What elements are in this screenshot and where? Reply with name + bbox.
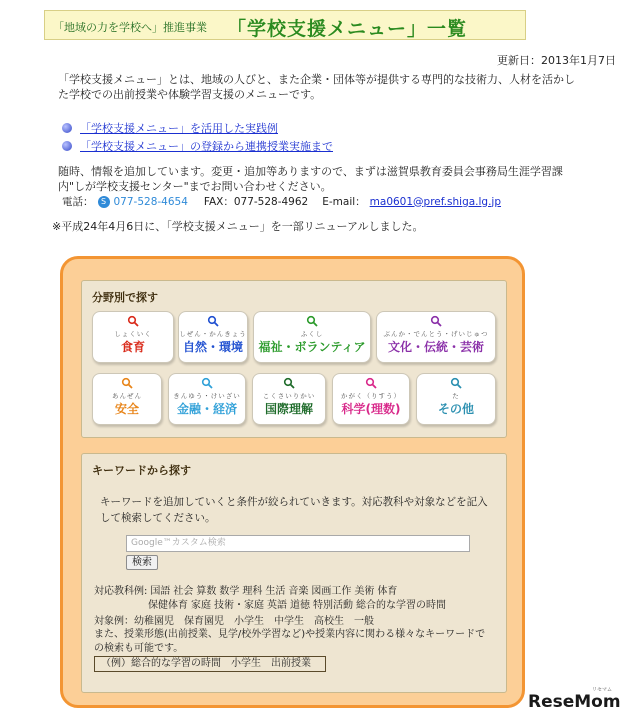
magnifier-icon [201, 377, 213, 389]
category-label: 金融・経済 [176, 402, 237, 416]
category-tile-culture[interactable] [376, 311, 496, 363]
keyword-section [81, 453, 507, 693]
renewal-note: ※平成24年4月6日に、「学校支援メニュー」を一部リニューアルしました。 [52, 220, 424, 233]
category-label: 科学(理数) [341, 402, 401, 416]
category-ruby: しぜん・かんきょう [179, 330, 247, 338]
search-input[interactable]: Google™カスタム検索 [126, 535, 470, 552]
subject-item: 国語 [150, 586, 171, 597]
updated-date: 更新日：2013年1月7日 [497, 54, 616, 67]
category-tile-science[interactable] [332, 373, 410, 425]
category-label: 自然・環境 [182, 340, 243, 354]
magnifier-icon [450, 377, 462, 389]
subject-item: 保健体育 [148, 600, 188, 611]
subjects-row-1 [94, 582, 400, 597]
category-label: 安全 [114, 402, 139, 416]
subjects-row-2 [148, 596, 449, 611]
magnifier-icon [306, 315, 318, 327]
category-label: 国際理解 [264, 402, 313, 416]
category-tile-finance[interactable] [168, 373, 246, 425]
subject-item: 技術・家庭 [214, 600, 264, 611]
subject-item: 特別活動 [313, 600, 353, 611]
category-label: 文化・伝統・芸術 [387, 340, 484, 354]
category-tile-safety[interactable] [92, 373, 162, 425]
subject-item: 英語 [267, 600, 287, 611]
link-registration[interactable]: 「学校支援メニュー」の登録から連携授業実施まで [80, 140, 333, 153]
intro-text: 「学校支援メニュー」とは、地域の人びと、また企業・団体等が提供する専門的な技術力、人材を活かした学校での出前授業や体験学習支援のメニューです。 [58, 73, 575, 101]
category-ruby: かがく（りすう） [341, 392, 401, 400]
mail-label: E-mail： [322, 196, 366, 208]
subject-item: 数学 [219, 586, 240, 597]
magnifier-icon [207, 315, 219, 327]
tel-label: 電話： [62, 196, 94, 208]
subjects-label: 対応教科例: [94, 586, 148, 597]
magnifier-icon [121, 377, 133, 389]
category-label: その他 [437, 402, 474, 416]
category-ruby: た [452, 392, 460, 400]
subject-item: 算数 [196, 586, 217, 597]
magnifier-icon [430, 315, 442, 327]
page-title: 「学校支援メニュー」一覧 [227, 18, 468, 40]
category-label: 福祉・ボランティア [258, 340, 366, 354]
category-ruby: こくさいりかい [262, 392, 316, 400]
link-item-registration[interactable] [62, 138, 333, 154]
category-tile-other[interactable] [416, 373, 496, 425]
bullet-icon [62, 141, 72, 151]
bullet-icon [62, 123, 72, 133]
subject-item: 生活 [265, 586, 286, 597]
subject-item: 総合的な学習の時間 [356, 600, 446, 611]
category-ruby: しょくいく [114, 330, 152, 338]
project-tag: 「地域の力を学校へ」推進事業 [53, 21, 207, 34]
keyword-description: キーワードを追加していくと条件が絞られていきます。対応教科や対象などを記入して検索してください。 [100, 496, 488, 524]
category-tile-welfare[interactable] [253, 311, 371, 363]
search-panel [60, 256, 525, 708]
category-section [81, 280, 507, 438]
subject-item: 美術 [354, 586, 375, 597]
mail-link[interactable]: ma0601@pref.shiga.lg.jp [369, 195, 502, 208]
link-list [62, 120, 333, 156]
category-tile-nature[interactable] [178, 311, 248, 363]
magnifier-icon [283, 377, 295, 389]
category-label: 食育 [120, 340, 145, 354]
subject-item: 社会 [173, 586, 194, 597]
magnifier-icon [127, 315, 139, 327]
category-ruby: ふくし [300, 330, 324, 338]
link-item-examples[interactable] [62, 120, 333, 136]
phone-icon[interactable]: S [98, 196, 110, 208]
tel-link[interactable]: 077-528-4654 [113, 195, 188, 208]
category-tile-international[interactable] [252, 373, 326, 425]
subject-item: 家庭 [191, 600, 211, 611]
example-box: （例）総合的な学習の時間 小学生 出前授業 [94, 656, 326, 672]
targets-text: 対象例：幼稚園児 保育園児 小学生 中学生 高校生 一般 [94, 616, 374, 627]
fax-number: FAX：077-528-4962 [203, 196, 309, 208]
category-tile-food[interactable] [92, 311, 174, 363]
subject-item: 図画工作 [311, 586, 352, 597]
page-header [44, 10, 526, 40]
category-section-title: 分野別で探す [92, 291, 158, 304]
also-text: また、授業形態(出前授業、見学/校外学習など)や授業内容に関わる様々なキーワードでの検索も可能です。 [94, 629, 486, 654]
notice-text: 随時、情報を追加しています。変更・追加等ありますので、まずは滋賀県教育委員会事務局生涯学習課内"しが学校支援センター"までお問い合わせください。 [58, 165, 563, 193]
subject-item: 音楽 [288, 586, 309, 597]
subject-item: 体育 [377, 586, 398, 597]
link-examples[interactable]: 「学校支援メニュー」を活用した実践例 [80, 122, 278, 135]
magnifier-icon [365, 377, 377, 389]
subject-item: 道徳 [290, 600, 310, 611]
contact-info [62, 194, 501, 209]
subject-item: 理科 [242, 586, 263, 597]
resemom-logo: ReseMom [528, 692, 621, 712]
category-ruby: あんぜん [112, 392, 142, 400]
logo-ruby: リセマム [592, 687, 612, 693]
search-button[interactable]: 検索 [126, 555, 158, 570]
keyword-section-title: キーワードから探す [92, 464, 191, 477]
category-ruby: ぶんか・でんとう・げいじゅつ [383, 330, 489, 338]
category-ruby: きんゆう・けいざい [173, 392, 241, 400]
